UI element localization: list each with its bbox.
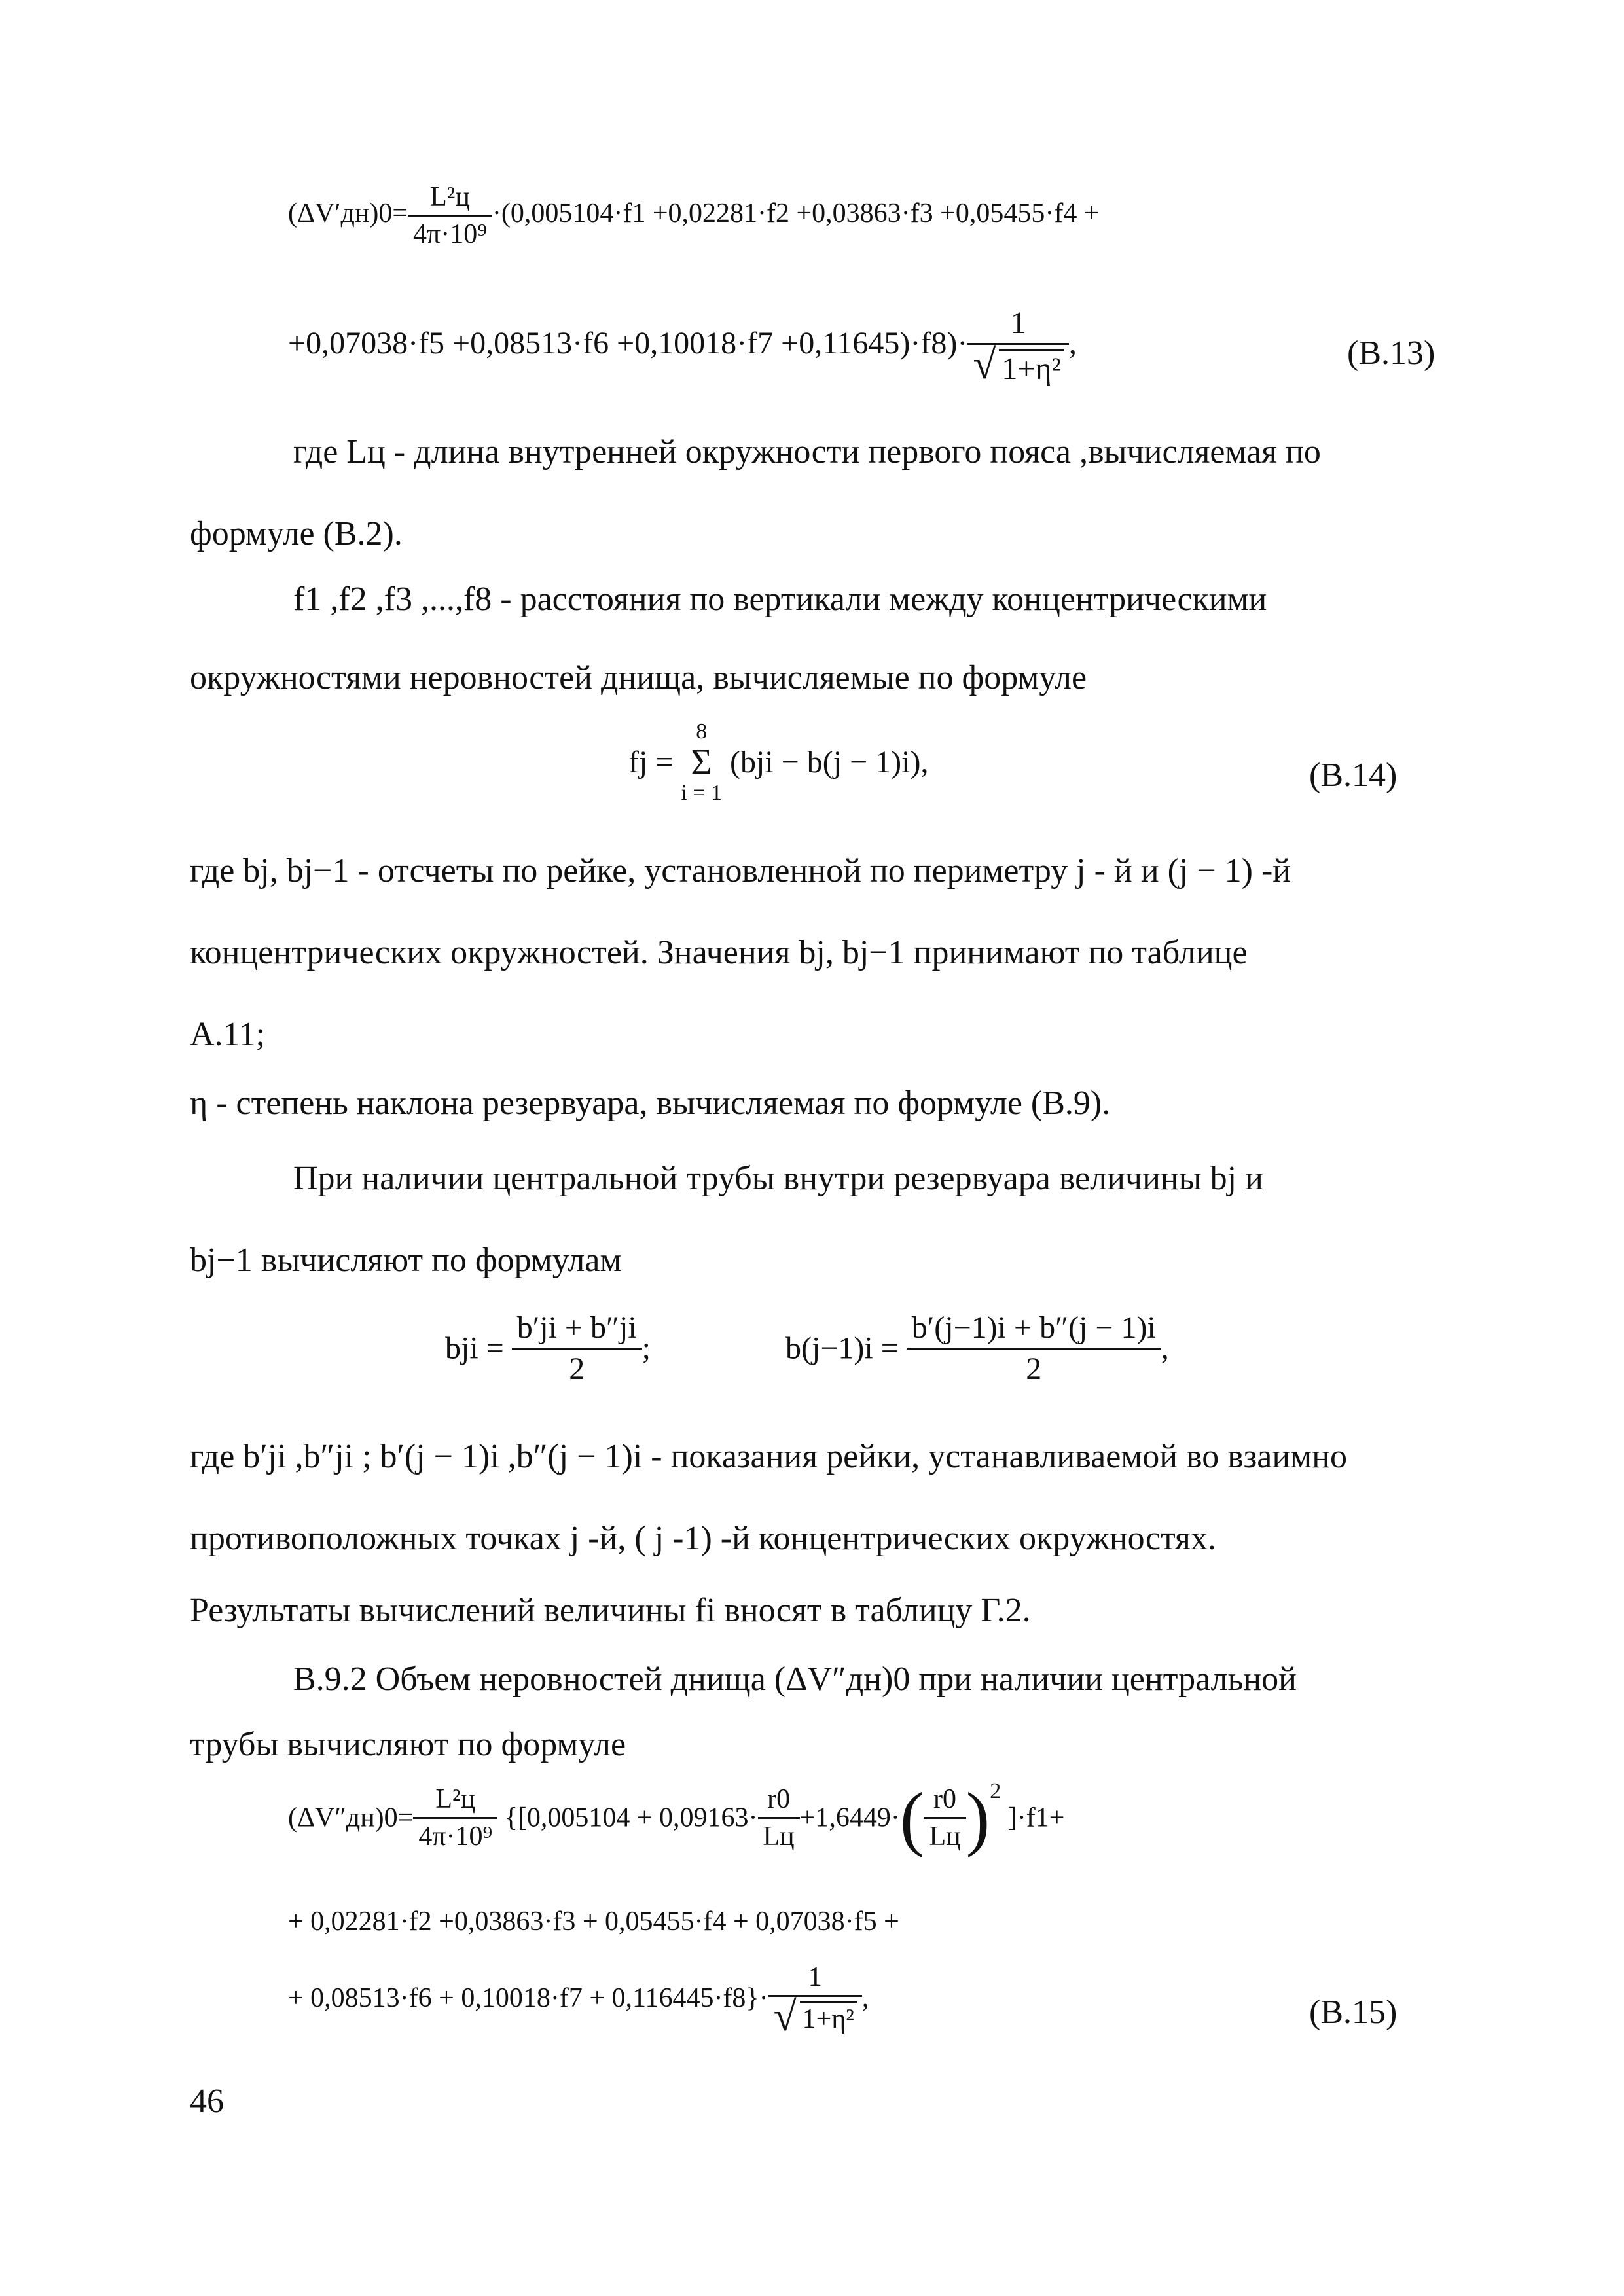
- eq15-part2: +1,6449·: [799, 1803, 900, 1833]
- eqb-sep1: ;: [641, 1331, 651, 1366]
- eqb-fraction2: [907, 1312, 1161, 1385]
- eqb-den1: 2: [569, 1352, 585, 1386]
- eq13-tail: ,: [1068, 326, 1077, 361]
- paragraph-central-pipe: При наличии центральной трубы внутри резервуара величины bj и: [293, 1160, 1263, 1197]
- sum-icon: 8 Σ i = 1: [681, 719, 723, 806]
- paragraph-lc-definition-cont: формуле (В.2).: [190, 515, 403, 552]
- eq15-r0-num2: r0: [924, 1785, 965, 1819]
- eq15-sqrt-den: [768, 1993, 862, 2039]
- paragraph-central-pipe-cont: bj−1 вычисляют по формулам: [190, 1242, 622, 1279]
- eq15-lhs: (ΔV″дн)0=: [288, 1803, 414, 1833]
- equation-number-b13: (В.13): [1347, 334, 1435, 372]
- eq13-line2: +0,07038·f5 +0,08513·f6 +0,10018·f7 +0,11645)·f8)·: [288, 326, 968, 361]
- eq14-body: (bji − b(j − 1)i),: [730, 745, 929, 780]
- eq15-frac-den: 4π·10⁹: [418, 1821, 493, 1852]
- eqb-num2: b′(j−1)i + b″(j − 1)i: [907, 1312, 1161, 1350]
- sqrt-icon: √ 1+η²: [973, 349, 1064, 385]
- equation-b15-line3: [288, 1962, 869, 2039]
- eq15-r0-num1: r0: [758, 1785, 800, 1819]
- eqb-num1: b′ji + b″ji: [512, 1312, 642, 1350]
- equation-b15-line2: + 0,02281·f2 +0,03863·f3 + 0,05455·f4 + 0,07038·f5 +: [288, 1907, 899, 1937]
- eq13-sqrt-fraction: [967, 308, 1069, 385]
- eq13-fraction: [408, 183, 492, 248]
- page-number: 46: [190, 2083, 224, 2120]
- equation-number-b15: (В.15): [1309, 1994, 1398, 2031]
- eq15-exponent: 2: [990, 1779, 1001, 1803]
- equation-b13-line2: [288, 308, 1077, 385]
- equation-b14: [628, 720, 928, 805]
- paragraph-results-table: Результаты вычислений величины fi вносят в таблицу Г.2.: [190, 1592, 1031, 1629]
- eq15-sqrt-fraction: [768, 1962, 862, 2039]
- eq15-r0-fraction1: [758, 1785, 800, 1850]
- eq15-part1: {[0,005104 + 0,09163·: [504, 1803, 758, 1833]
- eq15-sqrt-num: 1: [768, 1964, 862, 1997]
- eqb-lhs1: bji =: [445, 1331, 504, 1366]
- paragraph-eta-definition: η - степень наклона резервуара, вычисляемая по формуле (В.9).: [190, 1085, 1111, 1122]
- eq15-fraction: [413, 1785, 497, 1850]
- eq15-r0-fraction2: [924, 1785, 965, 1850]
- paragraph-lc-definition: где Lц - длина внутренней окружности первого пояса ,вычисляемая по: [293, 433, 1321, 471]
- eqb-fraction1: [512, 1312, 642, 1385]
- paragraph-rail-readings-cont: противоположных точках j -й, ( j -1) -й концентрических окружностях.: [190, 1520, 1216, 1557]
- eq15-frac-num: L²ц: [413, 1785, 497, 1819]
- eq15-tail: ,: [861, 1983, 869, 2013]
- eq13-line1-rest: ·(0,005104·f1 +0,02281·f2 +0,03863·f3 +0,05455·f4 +: [492, 198, 1100, 229]
- paragraph-rail-readings: где b′ji ,b″ji ; b′(j − 1)i ,b″(j − 1)i - показания рейки, устанавливаемой во взаимно: [190, 1438, 1347, 1475]
- paragraph-section-b92-cont: трубы вычисляют по формуле: [190, 1726, 626, 1763]
- eq13-sqrt-den: [967, 341, 1069, 387]
- paragraph-f-definition-cont: окружностями неровностей днища, вычисляемые по формуле: [190, 659, 1087, 696]
- eq15-line3: + 0,08513·f6 + 0,10018·f7 + 0,116445·f8}·: [288, 1983, 768, 2013]
- right-paren-icon: ): [965, 1778, 990, 1858]
- eqb-den2: 2: [1026, 1352, 1042, 1386]
- paragraph-b-definition: где bj, bj−1 - отсчеты по рейке, установленной по периметру j - й и (j − 1) -й: [190, 852, 1291, 889]
- paragraph-f-definition: f1 ,f2 ,f3 ,...,f8 - расстояния по вертикали между концентрическими: [293, 581, 1267, 618]
- eqb-lhs2: b(j−1)i =: [785, 1331, 899, 1366]
- eq15-r0-den2: Lц: [929, 1821, 961, 1852]
- paragraph-section-b92: В.9.2 Объем неровностей днища (ΔV″дн)0 при наличии центральной: [293, 1660, 1297, 1698]
- eq13-frac-num: L²ц: [408, 183, 492, 217]
- equation-b13-line1: [288, 183, 1100, 248]
- eq13-sqrt-num: 1: [967, 308, 1069, 345]
- equation-bj1i: [785, 1312, 1169, 1385]
- equation-bji: [445, 1312, 651, 1385]
- equation-number-b14: (В.14): [1309, 757, 1398, 794]
- sqrt-icon: √ 1+η²: [774, 2001, 857, 2033]
- eqb-sep2: ,: [1161, 1331, 1169, 1366]
- eq15-r0-den1: Lц: [763, 1821, 795, 1852]
- eq14-lhs: fj =: [628, 745, 674, 780]
- equation-b15-line1: [288, 1778, 1065, 1858]
- eq13-lhs: (ΔV′дн)0=: [288, 198, 408, 229]
- left-paren-icon: (: [899, 1778, 924, 1858]
- paragraph-b-definition-end: А.11;: [190, 1016, 266, 1053]
- eq15-part3: ]·f1+: [1007, 1803, 1065, 1833]
- eq13-frac-den: 4π·10⁹: [413, 219, 487, 249]
- paragraph-b-definition-cont: концентрических окружностей. Значения bj, bj−1 принимают по таблице: [190, 934, 1248, 971]
